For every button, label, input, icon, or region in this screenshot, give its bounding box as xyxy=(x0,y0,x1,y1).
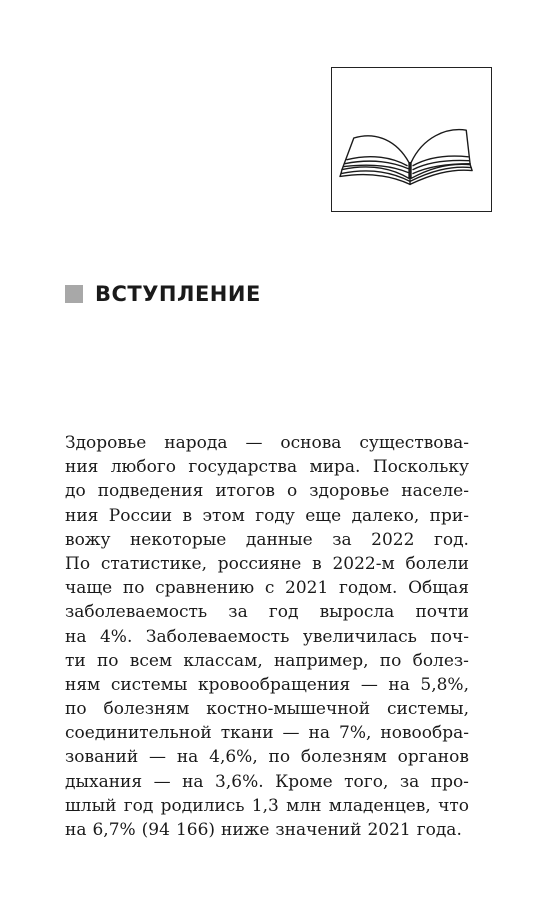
text-line: до подведения итогов о здоровье населе- xyxy=(65,481,469,502)
text-line: По статистике, россияне в 2022-м болели xyxy=(65,553,469,574)
text-line: ням системы кровообращения — на 5,8%, xyxy=(65,674,469,695)
text-line: на 4%. Заболеваемость увеличилась поч- xyxy=(65,626,469,647)
text-line: по болезням костно-мышечной системы, xyxy=(65,699,469,720)
text-line: шлый год родились 1,3 млн младенцев, что xyxy=(65,795,469,816)
text-line: ти по всем классам, например, по болез- xyxy=(65,650,469,671)
body-paragraph xyxy=(65,431,469,842)
illustration-frame xyxy=(331,67,492,212)
text-line: зований — на 4,6%, по болезням органов xyxy=(65,747,469,768)
text-line: чаще по сравнению с 2021 годом. Общая xyxy=(65,578,469,599)
heading-title: ВСТУПЛЕНИЕ xyxy=(95,282,261,306)
text-line: соединительной ткани — на 7%, новообра- xyxy=(65,723,469,744)
text-line: дыхания — на 3,6%. Кроме того, за про- xyxy=(65,771,469,792)
text-line: заболеваемость за год выросла почти xyxy=(65,602,469,623)
text-line: Здоровье народа — основа существова- xyxy=(65,433,469,453)
text-line: ния России в этом году еще далеко, при- xyxy=(65,505,469,526)
open-book-icon xyxy=(332,68,491,211)
text-line: на 6,7% (94 166) ниже значений 2021 года. xyxy=(65,820,462,840)
heading-marker-square xyxy=(65,285,83,303)
text-line: ния любого государства мира. Поскольку xyxy=(65,457,469,478)
section-heading xyxy=(65,282,261,306)
text-line: вожу некоторые данные за 2022 год. xyxy=(65,529,469,550)
